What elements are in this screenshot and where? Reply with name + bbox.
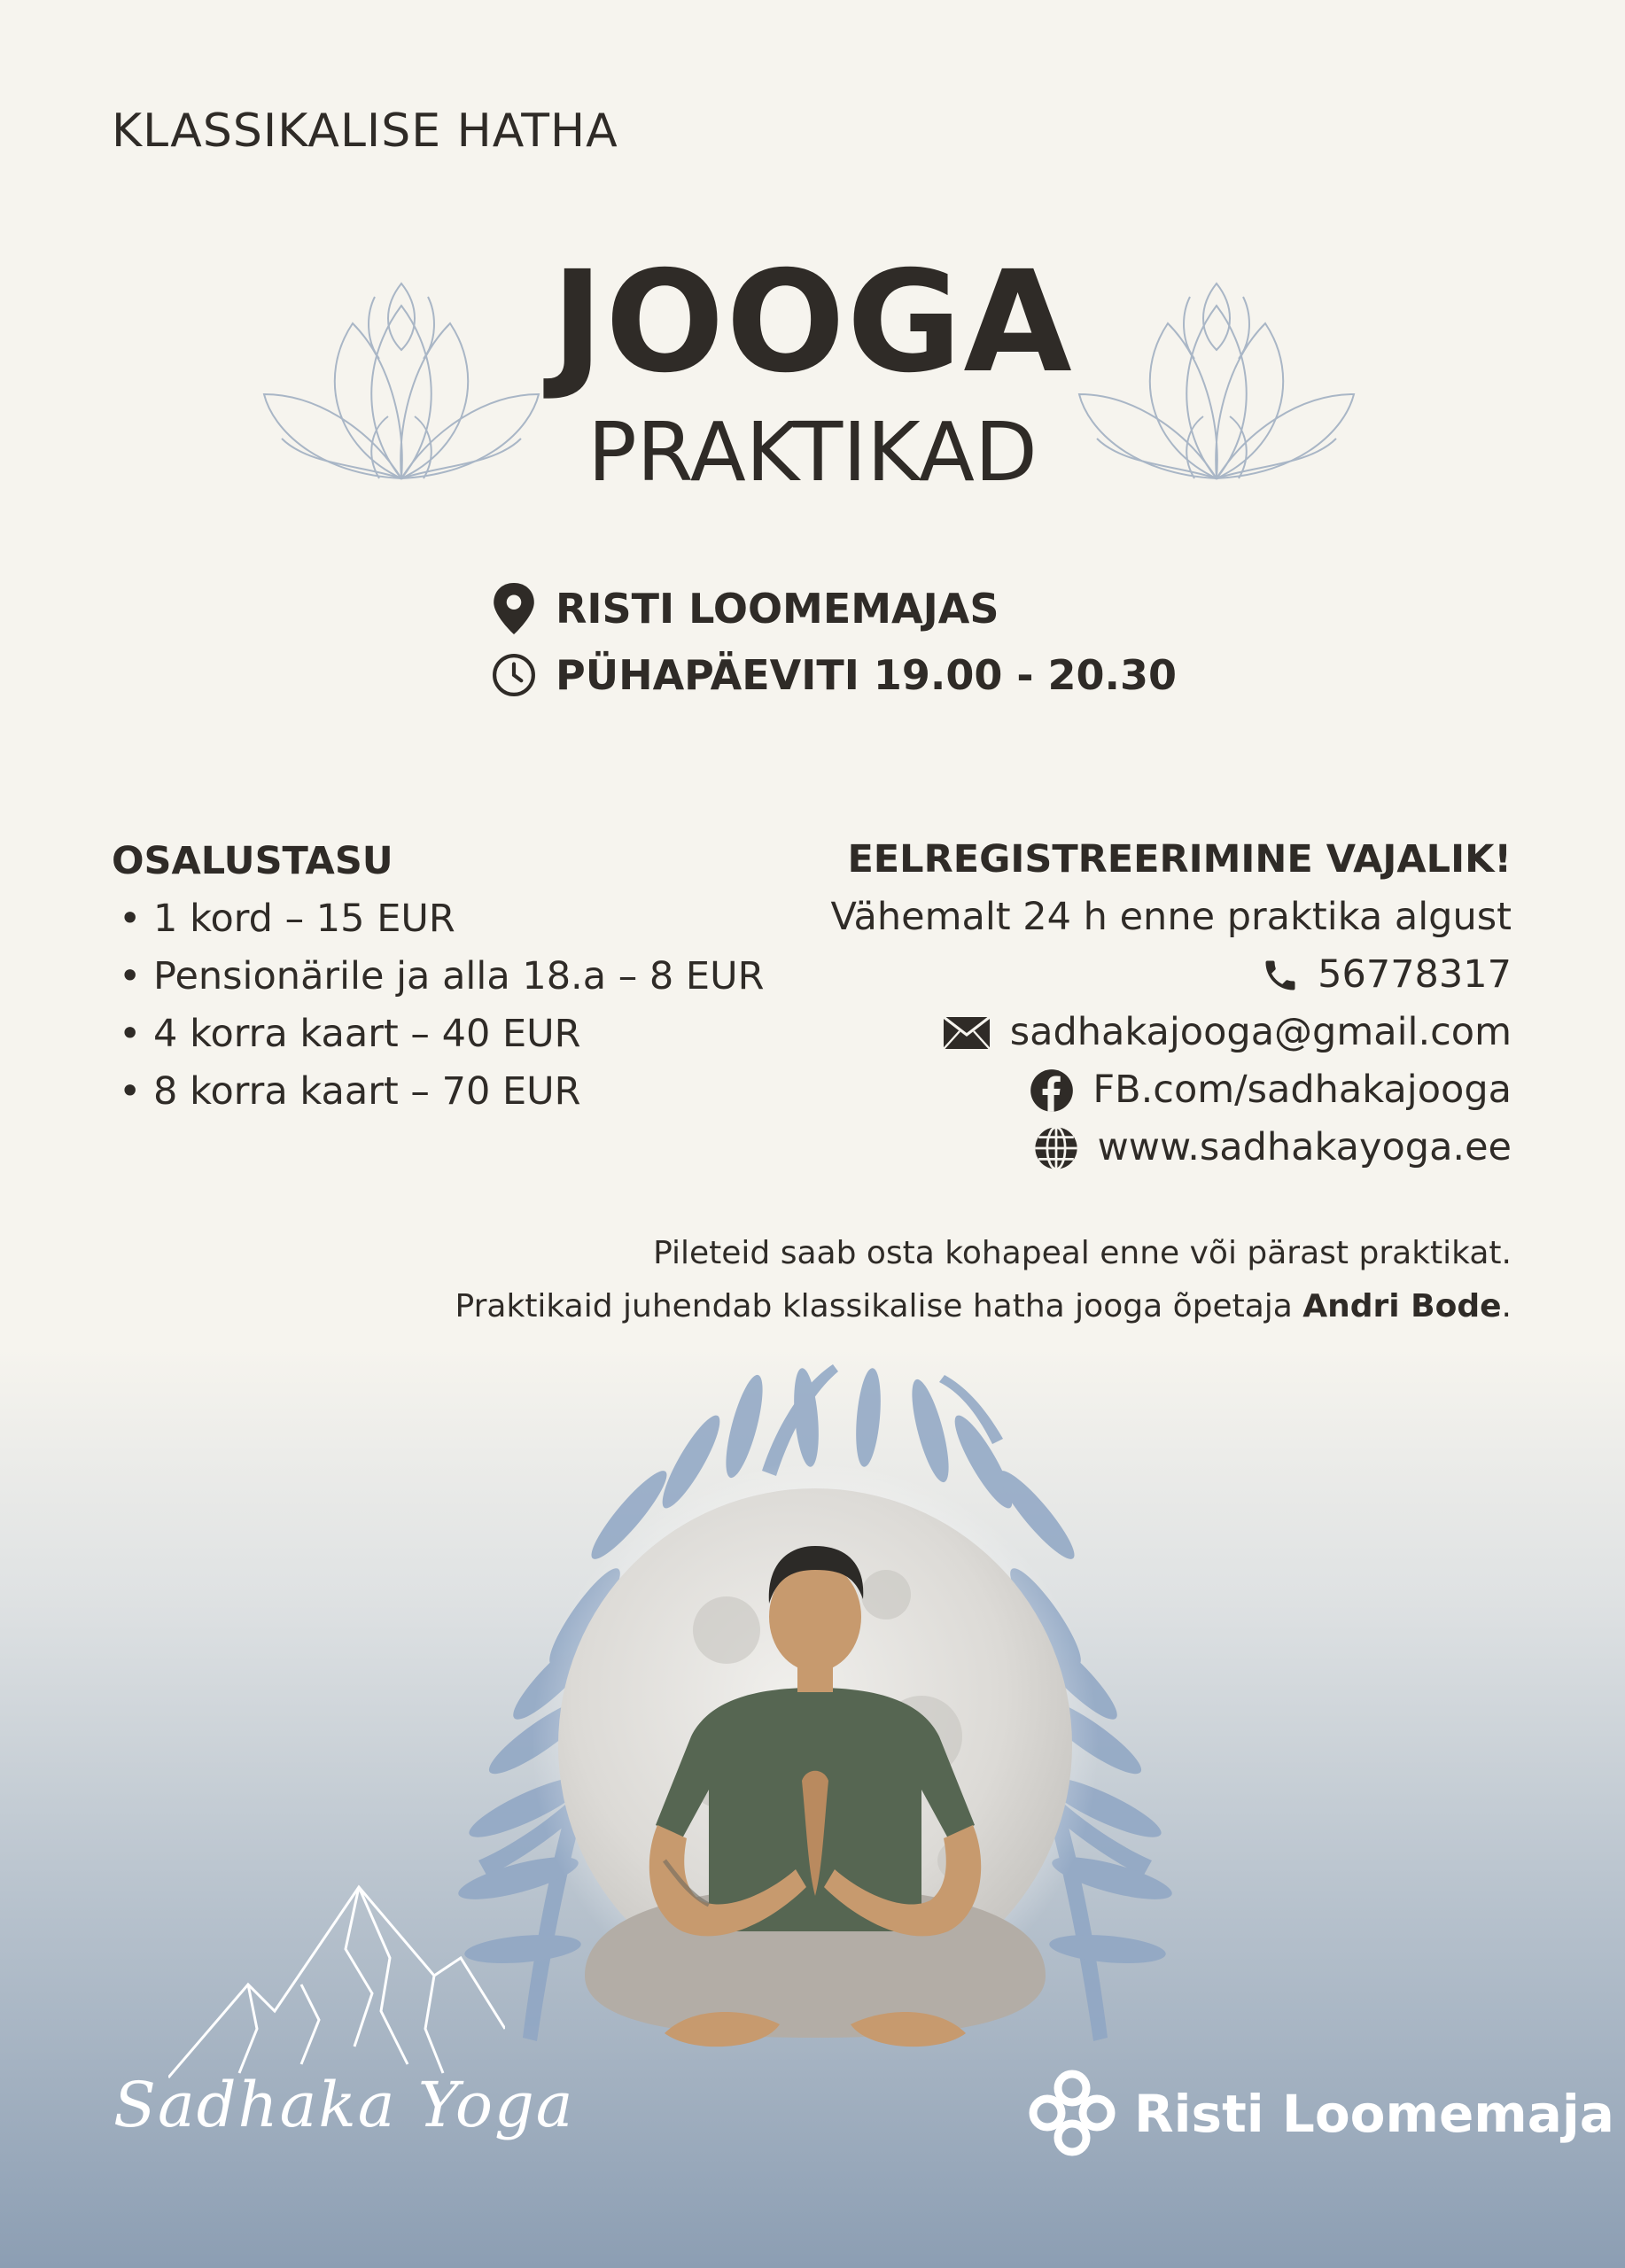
- registration-note: Vähemalt 24 h enne praktika algust: [830, 895, 1512, 939]
- list-item: • Pensionärile ja alla 18.a – 8 EUR: [119, 954, 765, 998]
- time-row: [492, 651, 1177, 699]
- phone-row[interactable]: [830, 946, 1512, 1004]
- eyebrow-text: KLASSIKALISE HATHA: [112, 105, 618, 158]
- phone-icon: [1261, 956, 1300, 995]
- instructor-name: Andri Bode: [1302, 1288, 1502, 1324]
- time-text: PÜHAPÄEVITI 19.00 - 20.30: [556, 651, 1178, 699]
- email-text[interactable]: sadhakajooga@gmail.com: [1009, 1010, 1512, 1054]
- mountain-icon: [168, 1878, 505, 2082]
- risti-loomemaja-logo: Risti Loomemaja: [1134, 2084, 1614, 2144]
- list-item: • 8 korra kaart – 70 EUR: [119, 1069, 581, 1114]
- location-text: RISTI LOOMEMAJAS: [556, 585, 999, 633]
- website-row[interactable]: [830, 1119, 1512, 1177]
- registration-heading: EELREGISTREERIMINE VAJALIK!: [847, 837, 1512, 882]
- risti-knot-icon: [1028, 2069, 1116, 2157]
- website-link[interactable]: www.sadhakayoga.ee: [1097, 1125, 1512, 1169]
- fees-section: [112, 833, 764, 1121]
- registration-section: [830, 831, 1512, 1177]
- globe-icon: [1032, 1124, 1080, 1172]
- fees-heading: OSALUSTASU: [112, 839, 393, 883]
- list-item: • 1 kord – 15 EUR: [119, 897, 455, 941]
- page-subtitle: PRAKTIKAD: [587, 405, 1038, 500]
- facebook-link[interactable]: FB.com/sadhakajooga: [1092, 1068, 1512, 1112]
- notes-line-2: Praktikaid juhendab klassikalise hatha jooga õpetaja Andri Bode.: [455, 1288, 1512, 1324]
- phone-text[interactable]: 56778317: [1318, 952, 1512, 997]
- page-title: JOOGA: [551, 241, 1074, 404]
- location-pin-icon: [492, 583, 536, 634]
- location-row: [492, 583, 999, 634]
- notes-line-1: Pileteid saab osta kohapeal enne või pärast praktikat.: [653, 1235, 1512, 1271]
- sadhaka-yoga-logo: Sadhaka Yoga: [113, 2069, 575, 2141]
- email-icon: [941, 1015, 992, 1051]
- list-item: • 4 korra kaart – 40 EUR: [119, 1012, 581, 1056]
- facebook-row[interactable]: [830, 1061, 1512, 1119]
- clock-icon: [492, 653, 536, 697]
- email-row[interactable]: [830, 1004, 1512, 1061]
- facebook-icon: [1029, 1068, 1075, 1114]
- notes-section: [455, 1227, 1512, 1333]
- meditation-illustration: [425, 1364, 1205, 2126]
